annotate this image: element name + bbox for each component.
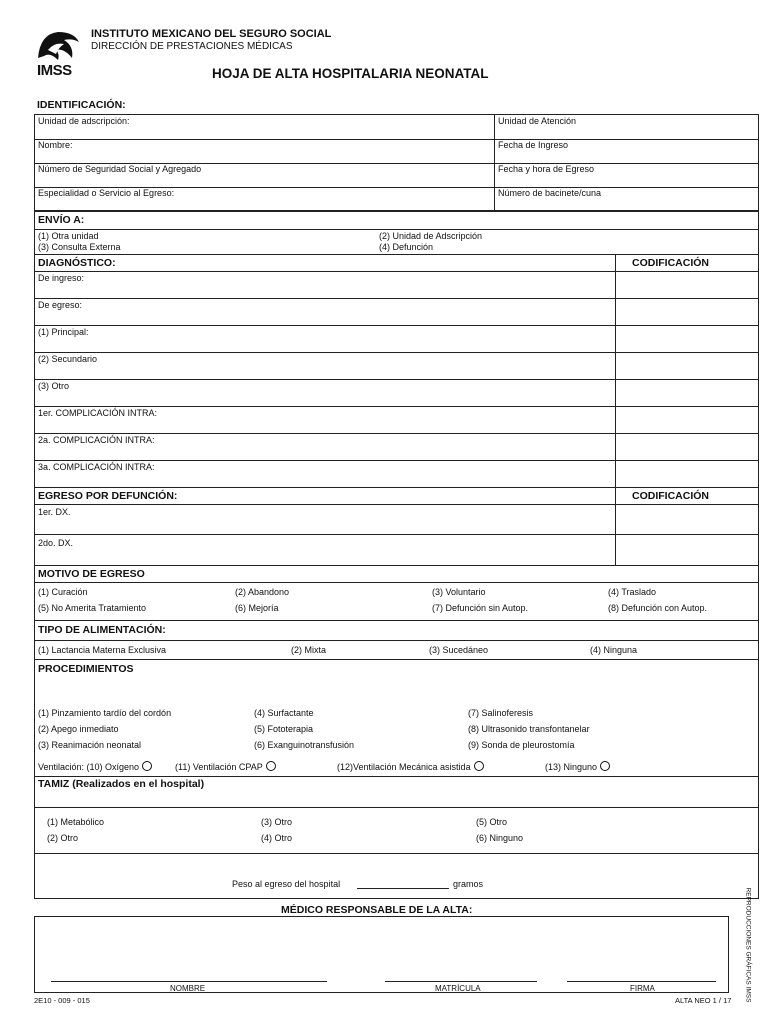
envio-option-2[interactable]: (2) Unidad de Adscripción bbox=[379, 231, 483, 241]
motivo-option-6[interactable]: (6) Mejoría bbox=[235, 603, 279, 613]
proc-option-2[interactable]: (2) Apego inmediato bbox=[38, 724, 119, 734]
form-id: ALTA NEO 1 / 17 bbox=[675, 996, 732, 1005]
field-nss[interactable]: Número de Seguridad Social y Agregado bbox=[38, 164, 202, 174]
proc-option-6[interactable]: (6) Exanguinotransfusión bbox=[254, 740, 355, 750]
peso-egreso-unit: gramos bbox=[453, 879, 484, 889]
motivo-option-8[interactable]: (8) Defunción con Autop. bbox=[608, 603, 708, 613]
ventilacion-mecanica-radio[interactable] bbox=[474, 761, 484, 771]
imss-logo bbox=[34, 28, 84, 80]
ventilacion-oxigeno[interactable] bbox=[38, 761, 152, 772]
alimentacion-heading: TIPO DE ALIMENTACIÓN: bbox=[38, 624, 166, 636]
alimentacion-option-4[interactable]: (4) Ninguna bbox=[590, 645, 638, 655]
field-unidad-adscripcion[interactable]: Unidad de adscripción: bbox=[38, 116, 130, 126]
peso-egreso-label: Peso al egreso del hospital bbox=[232, 879, 341, 889]
proc-option-9[interactable]: (9) Sonda de pleurostomía bbox=[468, 740, 575, 750]
diag-row-ingreso[interactable]: De ingreso: bbox=[38, 273, 85, 283]
tamiz-option-6[interactable]: (6) Ninguno bbox=[476, 833, 524, 843]
imss-eagle-icon bbox=[34, 28, 84, 64]
medico-nombre-line[interactable] bbox=[51, 981, 327, 982]
ventilacion-cpap-radio[interactable] bbox=[266, 761, 276, 771]
form-code: 2E10 - 009 - 015 bbox=[34, 996, 90, 1005]
alimentacion-option-2[interactable]: (2) Mixta bbox=[291, 645, 327, 655]
motivo-option-4[interactable]: (4) Traslado bbox=[608, 587, 657, 597]
institution-name: INSTITUTO MEXICANO DEL SEGURO SOCIAL bbox=[91, 28, 332, 40]
ventilacion-mecanica[interactable] bbox=[337, 761, 484, 772]
field-nombre[interactable]: Nombre: bbox=[38, 140, 73, 150]
tamiz-option-3[interactable]: (3) Otro bbox=[261, 817, 293, 827]
medico-matricula-line[interactable] bbox=[385, 981, 537, 982]
ventilacion-mecanica-label: (12)Ventilación Mecánica asistida bbox=[337, 762, 471, 772]
diag-row-complicacion-3[interactable]: 3a. COMPLICACIÓN INTRA: bbox=[38, 462, 155, 472]
motivo-option-2[interactable]: (2) Abandono bbox=[235, 587, 290, 597]
motivo-option-7[interactable]: (7) Defunción sin Autop. bbox=[432, 603, 529, 613]
defuncion-row-2[interactable]: 2do. DX. bbox=[38, 538, 74, 548]
field-bacinete[interactable]: Número de bacinete/cuna bbox=[498, 188, 602, 198]
motivo-option-5[interactable]: (5) No Amerita Tratamiento bbox=[38, 603, 147, 613]
envio-option-1[interactable]: (1) Otra unidad bbox=[38, 231, 99, 241]
envio-option-3[interactable]: (3) Consulta Externa bbox=[38, 242, 121, 252]
diag-row-complicacion-1[interactable]: 1er. COMPLICACIÓN INTRA: bbox=[38, 408, 158, 418]
diagnostico-heading: DIAGNÓSTICO: bbox=[38, 257, 116, 269]
procedimientos-box bbox=[34, 659, 759, 777]
tamiz-heading: TAMIZ (Realizados en el hospital) bbox=[38, 778, 205, 790]
ventilacion-oxigeno-radio[interactable] bbox=[142, 761, 152, 771]
field-fecha-egreso[interactable]: Fecha y hora de Egreso bbox=[498, 164, 595, 174]
procedimientos-heading: PROCEDIMIENTOS bbox=[38, 663, 134, 675]
proc-option-5[interactable]: (5) Fototerapia bbox=[254, 724, 314, 734]
medico-firma-line[interactable] bbox=[567, 981, 716, 982]
proc-option-8[interactable]: (8) Ultrasonido transfontanelar bbox=[468, 724, 590, 734]
diag-row-principal[interactable]: (1) Principal: bbox=[38, 327, 89, 337]
field-especialidad[interactable]: Especialidad o Servicio al Egreso: bbox=[38, 188, 175, 198]
logo-text: IMSS bbox=[37, 62, 72, 79]
diag-row-complicacion-2[interactable]: 2a. COMPLICACIÓN INTRA: bbox=[38, 435, 155, 445]
motivo-option-3[interactable]: (3) Voluntario bbox=[432, 587, 486, 597]
diag-row-secundario[interactable]: (2) Secundario bbox=[38, 354, 98, 364]
tamiz-box bbox=[34, 776, 759, 899]
diag-row-egreso[interactable]: De egreso: bbox=[38, 300, 83, 310]
defuncion-code-heading: CODIFICACIÓN bbox=[632, 490, 709, 502]
diag-row-otro[interactable]: (3) Otro bbox=[38, 381, 70, 391]
medico-matricula-label: MATRÍCULA bbox=[435, 984, 481, 993]
page-title: HOJA DE ALTA HOSPITALARIA NEONATAL bbox=[212, 66, 489, 81]
tamiz-option-4[interactable]: (4) Otro bbox=[261, 833, 293, 843]
medico-nombre-label: NOMBRE bbox=[170, 984, 206, 993]
envio-option-4[interactable]: (4) Defunción bbox=[379, 242, 434, 252]
ventilacion-ninguno-label: (13) Ninguno bbox=[545, 762, 598, 772]
peso-egreso-field[interactable] bbox=[357, 888, 449, 889]
ventilacion-ninguno-radio[interactable] bbox=[600, 761, 610, 771]
envio-heading: ENVÍO A: bbox=[38, 214, 85, 226]
tamiz-option-5[interactable]: (5) Otro bbox=[476, 817, 508, 827]
tamiz-option-1[interactable]: (1) Metabólico bbox=[47, 817, 105, 827]
proc-option-4[interactable]: (4) Surfactante bbox=[254, 708, 314, 718]
direction-name: DIRECCIÓN DE PRESTACIONES MÉDICAS bbox=[91, 41, 293, 52]
diagnostico-code-heading: CODIFICACIÓN bbox=[632, 257, 709, 269]
field-unidad-atencion[interactable]: Unidad de Atención bbox=[498, 116, 577, 126]
ventilacion-cpap[interactable] bbox=[175, 761, 276, 772]
medico-heading: MÉDICO RESPONSABLE DE LA ALTA: bbox=[281, 904, 473, 916]
ventilacion-ninguno[interactable] bbox=[545, 761, 610, 772]
alimentacion-option-1[interactable]: (1) Lactancia Materna Exclusiva bbox=[38, 645, 167, 655]
alimentacion-option-3[interactable]: (3) Sucedáneo bbox=[429, 645, 489, 655]
side-note: REPRODUCCIONES GRÁFICAS IMSS bbox=[744, 887, 752, 1003]
defuncion-row-1[interactable]: 1er. DX. bbox=[38, 507, 71, 517]
proc-option-7[interactable]: (7) Salinoferesis bbox=[468, 708, 534, 718]
proc-option-3[interactable]: (3) Reanimación neonatal bbox=[38, 740, 142, 750]
motivo-option-1[interactable]: (1) Curación bbox=[38, 587, 88, 597]
field-fecha-ingreso[interactable]: Fecha de Ingreso bbox=[498, 140, 569, 150]
defuncion-heading: EGRESO POR DEFUNCIÓN: bbox=[38, 490, 178, 502]
identificacion-heading: IDENTIFICACIÓN: bbox=[37, 99, 126, 111]
tamiz-option-2[interactable]: (2) Otro bbox=[47, 833, 79, 843]
ventilacion-cpap-label: (11) Ventilación CPAP bbox=[175, 762, 263, 772]
medico-firma-label: FIRMA bbox=[630, 984, 655, 993]
motivo-heading: MOTIVO DE EGRESO bbox=[38, 568, 145, 580]
proc-option-1[interactable]: (1) Pinzamiento tardío del cordón bbox=[38, 708, 172, 718]
ventilacion-oxigeno-label: Ventilación: (10) Oxígeno bbox=[38, 762, 140, 772]
